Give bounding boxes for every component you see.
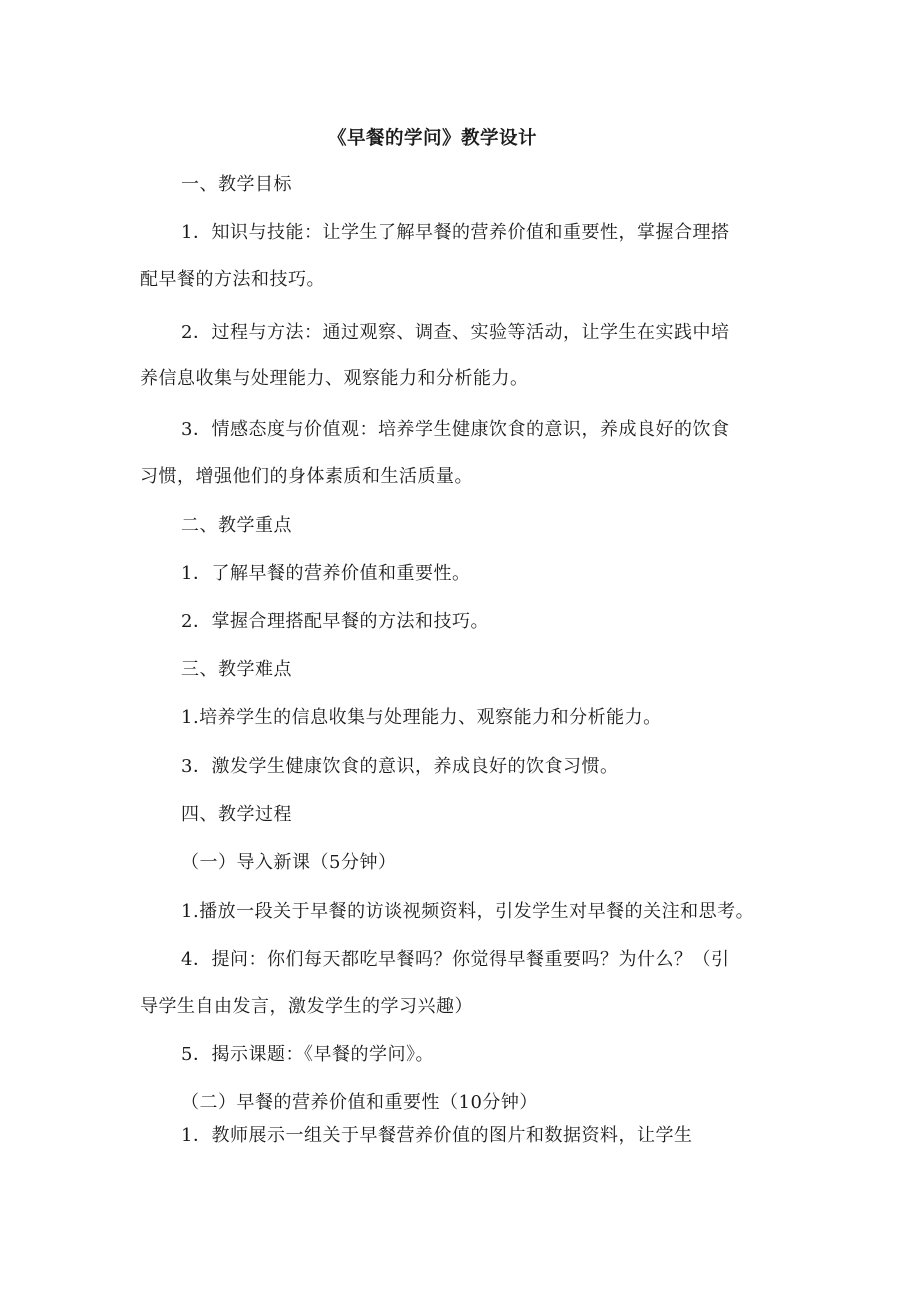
paragraph-line: 3．激发学生健康饮食的意识，养成良好的饮食习惯。 (181, 756, 619, 777)
paragraph-line: 3．情感态度与价值观：培养学生健康饮食的意识，养成良好的饮食 (181, 419, 730, 440)
section-heading-difficulties: 三、教学难点 (181, 659, 292, 680)
paragraph-line: 1.培养学生的信息收集与处理能力、观察能力和分析能力。 (181, 707, 662, 728)
paragraph-line: 习惯，增强他们的身体素质和生活质量。 (140, 466, 473, 487)
paragraph-line: 配早餐的方法和技巧。 (140, 269, 325, 290)
paragraph-line: 养信息收集与处理能力、观察能力和分析能力。 (140, 368, 529, 389)
paragraph-line: 1．了解早餐的营养价值和重要性。 (181, 563, 471, 584)
subsection-heading: （一）导入新课（5分钟） (181, 852, 397, 873)
paragraph-line: 4．提问：你们每天都吃早餐吗？你觉得早餐重要吗？为什么？（引 (181, 949, 730, 970)
paragraph-line: 1.播放一段关于早餐的访谈视频资料，引发学生对早餐的关注和思考。 (181, 901, 755, 922)
paragraph-line: 2．过程与方法：通过观察、调查、实验等活动，让学生在实践中培 (181, 322, 730, 343)
subsection-heading: （二）早餐的营养价值和重要性（10分钟） (181, 1092, 538, 1113)
paragraph-line: 1．教师展示一组关于早餐营养价值的图片和数据资料，让学生 (181, 1125, 693, 1146)
paragraph-line: 导学生自由发言，激发学生的学习兴趣） (140, 996, 473, 1017)
paragraph-line: 2．掌握合理搭配早餐的方法和技巧。 (181, 611, 489, 632)
document-title: 《早餐的学问》教学设计 (328, 128, 538, 149)
paragraph-line: 5．揭示课题：《早餐的学问》。 (181, 1044, 434, 1065)
section-heading-process: 四、教学过程 (181, 804, 292, 825)
section-heading-key-points: 二、教学重点 (181, 515, 292, 536)
paragraph-line: 1．知识与技能：让学生了解早餐的营养价值和重要性，掌握合理搭 (181, 222, 730, 243)
section-heading-objectives: 一、教学目标 (181, 174, 292, 195)
